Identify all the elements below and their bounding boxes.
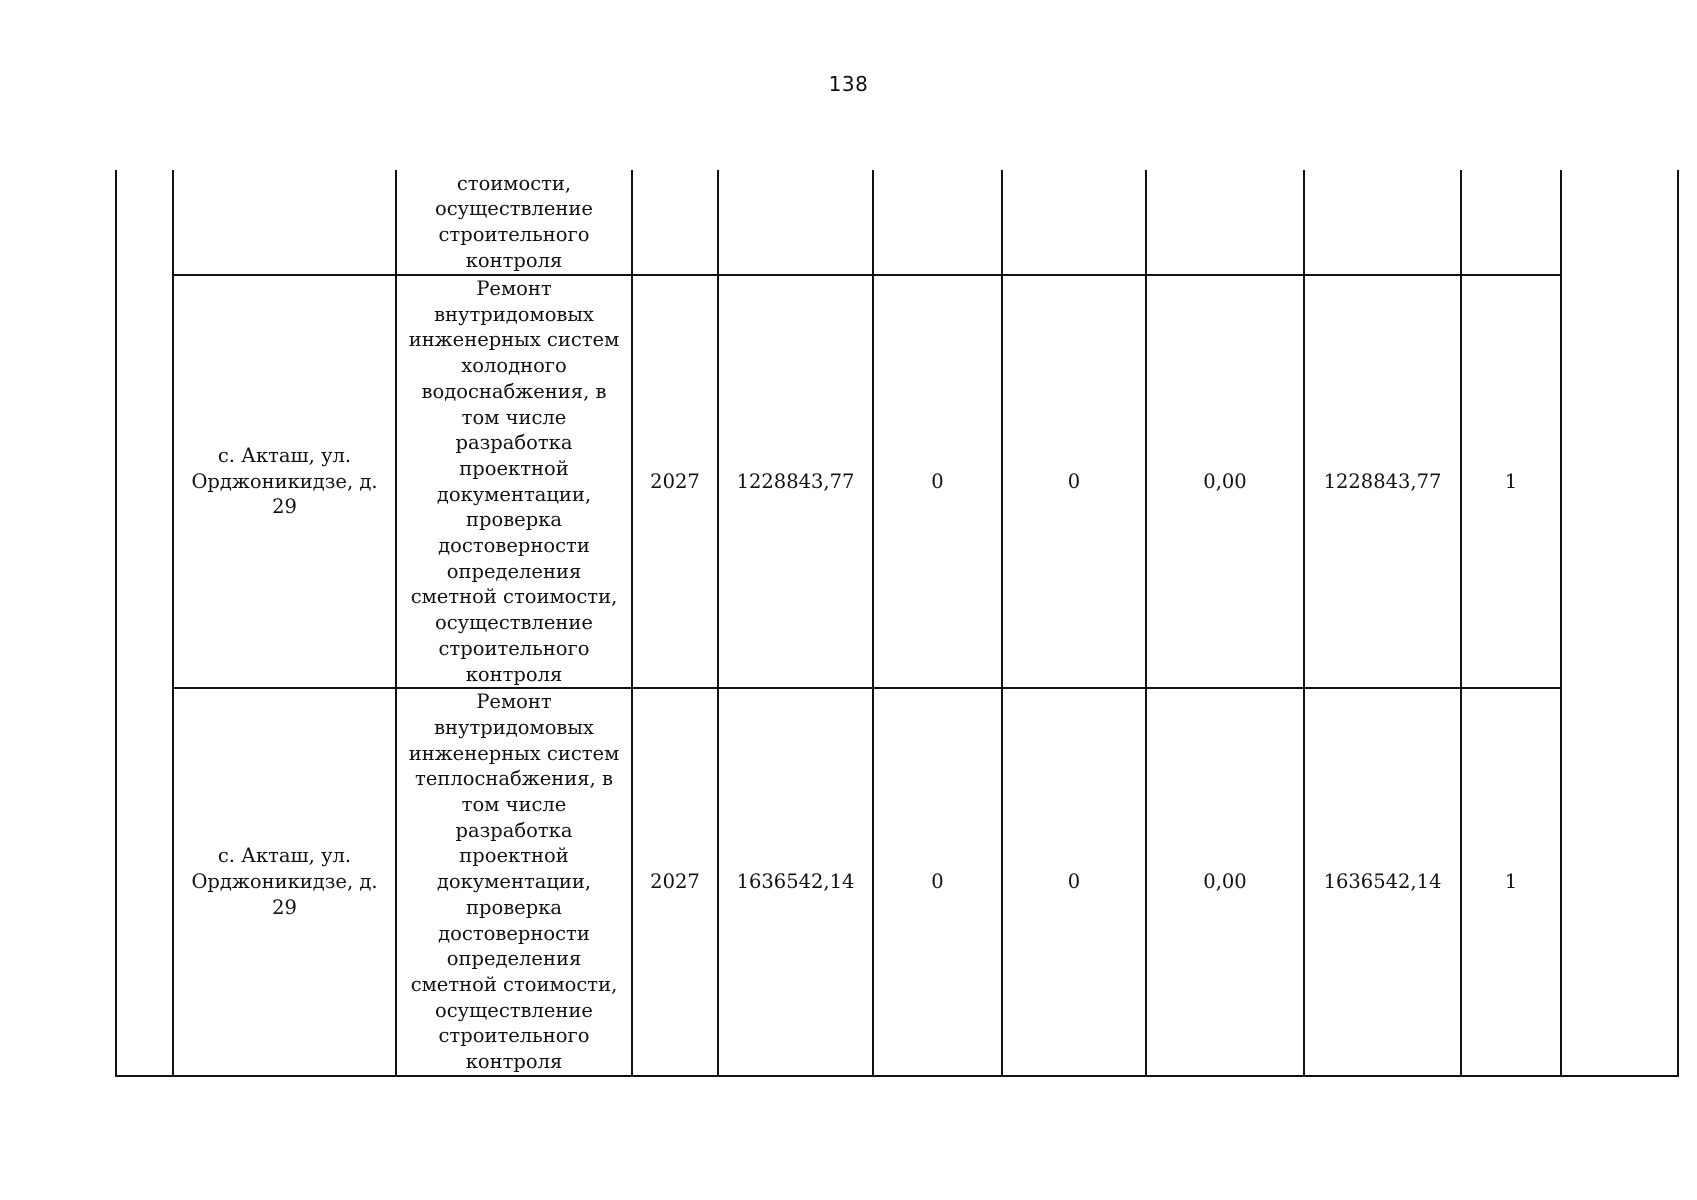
table-row	[116, 275, 1678, 688]
year-cell	[632, 170, 718, 275]
fund-cell-b	[1002, 170, 1146, 275]
fund-cell-d: 1636542,14	[1304, 688, 1461, 1076]
address-cell: с. Акташ, ул. Орджоникидзе, д. 29	[173, 275, 396, 688]
fund-cell-a	[873, 170, 1002, 275]
fund-cell-a: 0	[873, 688, 1002, 1076]
fund-cell-d	[1304, 170, 1461, 275]
table-row	[116, 170, 1678, 275]
fund-cell-c	[1146, 170, 1304, 275]
table-row	[116, 688, 1678, 1076]
address-cell: с. Акташ, ул. Орджоникидзе, д. 29	[173, 688, 396, 1076]
fund-cell-b: 0	[1002, 275, 1146, 688]
count-cell: 1	[1461, 275, 1561, 688]
trailing-cell	[1561, 170, 1678, 1076]
work-description-cell: стоимости, осуществление строительного контроля	[396, 170, 632, 275]
count-cell: 1	[1461, 688, 1561, 1076]
fund-cell-c: 0,00	[1146, 275, 1304, 688]
fund-cell-c: 0,00	[1146, 688, 1304, 1076]
year-cell: 2027	[632, 688, 718, 1076]
page-number: 138	[828, 72, 869, 96]
year-cell: 2027	[632, 275, 718, 688]
total-cost-cell: 1636542,14	[718, 688, 873, 1076]
fund-cell-a: 0	[873, 275, 1002, 688]
total-cost-cell: 1228843,77	[718, 275, 873, 688]
work-description-cell: Ремонт внутридомовых инженерных систем теплоснабжения, в том числе разработка проектной документации, проверка достоверности определения сметной стоимости, осуществление строительного контроля	[396, 688, 632, 1076]
count-cell	[1461, 170, 1561, 275]
fund-cell-d: 1228843,77	[1304, 275, 1461, 688]
address-cell	[173, 170, 396, 275]
row-number-cell	[116, 170, 173, 1076]
work-description-cell: Ремонт внутридомовых инженерных систем холодного водоснабжения, в том числе разработка проектной документации, проверка достоверности определения сметной стоимости, осуществление строительного контроля	[396, 275, 632, 688]
total-cost-cell	[718, 170, 873, 275]
fund-cell-b: 0	[1002, 688, 1146, 1076]
program-table	[115, 170, 1679, 1077]
